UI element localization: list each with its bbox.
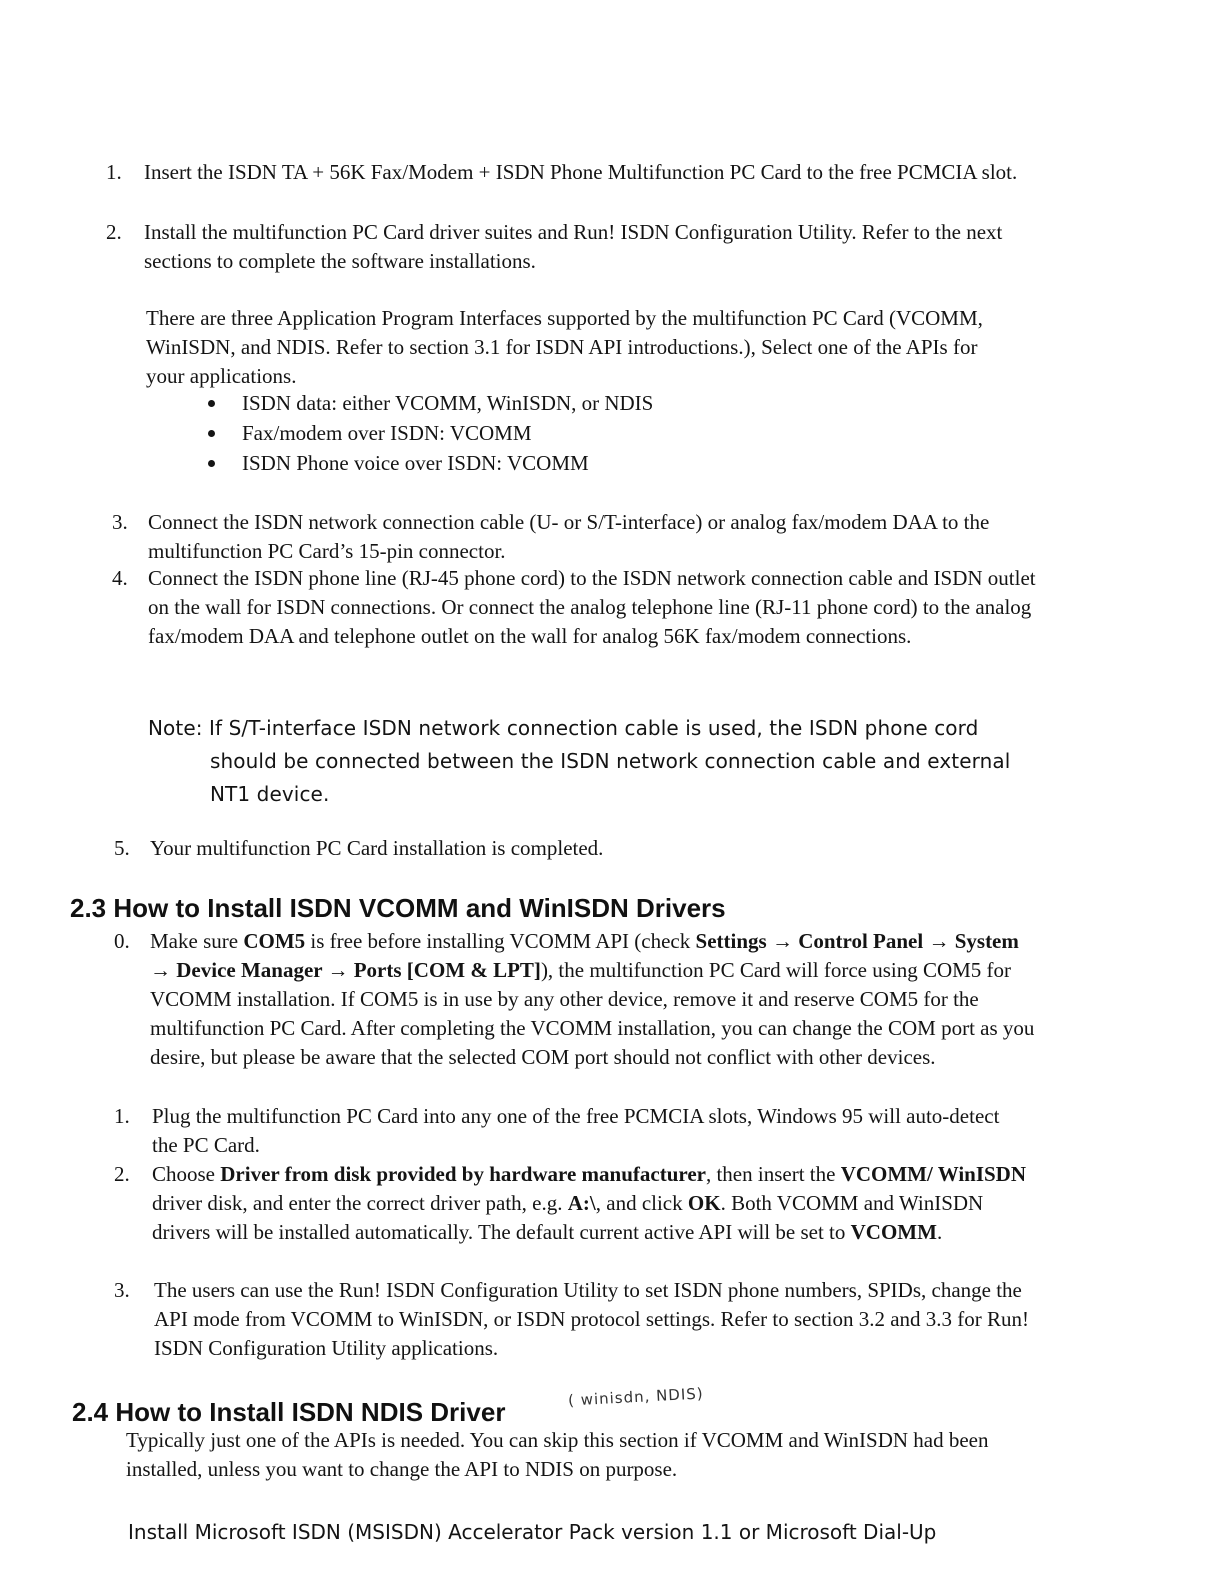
section-heading-2-3: 2.3 How to Install ISDN VCOMM and WinISDN Drivers bbox=[70, 893, 726, 923]
bold-text: VCOMM bbox=[850, 1220, 937, 1244]
step-number: 3. bbox=[114, 1278, 130, 1302]
step-text: Insert the ISDN TA + 56K Fax/Modem + ISDN Phone Multifunction PC Card to the free PCMCIA slot. bbox=[144, 160, 1018, 184]
installation-note bbox=[148, 712, 1148, 811]
bullet-item: Fax/modem over ISDN: VCOMM bbox=[206, 418, 906, 448]
bullet-item: ISDN data: either VCOMM, WinISDN, or NDIS bbox=[206, 388, 906, 418]
bold-text: Settings → Control Panel → System → Device Manager → Ports [COM & LPT] bbox=[150, 929, 1019, 982]
text-run: driver disk, and enter the correct driver path, e.g. bbox=[152, 1191, 568, 1215]
bold-text: OK bbox=[687, 1191, 721, 1215]
step-text bbox=[150, 927, 1042, 1072]
bullet-item: ISDN Phone voice over ISDN: VCOMM bbox=[206, 448, 906, 478]
note-line: should be connected between the ISDN network connection cable and external bbox=[210, 749, 1011, 773]
step-number: 3. bbox=[112, 510, 128, 534]
note-line: Note: If S/T-interface ISDN network connection cable is used, the ISDN phone cord bbox=[148, 716, 979, 740]
step-number: 4. bbox=[112, 566, 128, 590]
note-line: NT1 device. bbox=[210, 782, 330, 806]
text-run: ), the multifunction PC Card will force using COM5 for VCOMM installation. If COM5 is in use by any other device, remove it and reserve COM5 for the multifunction PC Card. After completing the VCOMM installation, you can change the COM port as you desire, but please be aware that the selected COM port should not conflict with other devices. bbox=[150, 958, 1035, 1069]
step-text bbox=[152, 1160, 1037, 1247]
text-run: Choose bbox=[152, 1162, 221, 1186]
bold-text: Driver from disk provided by hardware manufacturer bbox=[220, 1162, 706, 1186]
text-run: , and click bbox=[595, 1191, 688, 1215]
text-run: . bbox=[936, 1220, 943, 1244]
step-text: Plug the multifunction PC Card into any one of the free PCMCIA slots, Windows 95 will auto-detect the PC Card. bbox=[152, 1104, 1000, 1157]
step-number: 1. bbox=[106, 160, 122, 184]
step-text: Install the multifunction PC Card driver suites and Run! ISDN Configuration Utility. Refer to the next sections to complete the software installations. bbox=[144, 220, 1003, 273]
step-text: Connect the ISDN network connection cable (U- or S/T-interface) or analog fax/modem DAA to the multifunction PC Card’s 15-pin connector. bbox=[148, 510, 990, 563]
section-heading-2-4: 2.4 How to Install ISDN NDIS Driver bbox=[72, 1397, 506, 1427]
step-number: 5. bbox=[114, 836, 130, 860]
text-run: . Both VCOMM and WinISDN drivers will be installed automatically. The default current active API will be set to bbox=[152, 1191, 984, 1244]
bold-text: VCOMM/ WinISDN bbox=[840, 1162, 1027, 1186]
section-2-4-paragraph: Typically just one of the APIs is needed. You can skip this section if VCOMM and WinISDN had been installed, unless you want to change the API to NDIS on purpose. bbox=[126, 1428, 989, 1481]
bold-text: COM5 bbox=[243, 929, 306, 953]
api-paragraph: There are three Application Program Interfaces supported by the multifunction PC Card (VCOMM, WinISDN, and NDIS. Refer to section 3.1 for ISDN API introductions.), Select one of the APIs for your applications. bbox=[146, 306, 983, 388]
install-instruction-line: Install Microsoft ISDN (MSISDN) Accelerator Pack version 1.1 or Microsoft Dial-Up bbox=[128, 1520, 937, 1544]
step-number: 2. bbox=[106, 220, 122, 244]
text-run: Make sure bbox=[150, 929, 244, 953]
text-run: is free before installing VCOMM API (check bbox=[305, 929, 696, 953]
bold-text: A:\ bbox=[567, 1191, 596, 1215]
step-text: Connect the ISDN phone line (RJ-45 phone cord) to the ISDN network connection cable and ISDN outlet on the wall for ISDN connections. Or connect the analog telephone line (RJ-11 phone cord) to the analog fax/modem DAA and telephone outlet on the wall for analog 56K fax/modem connections. bbox=[148, 566, 1036, 648]
step-number: 2. bbox=[114, 1162, 130, 1186]
step-text: Your multifunction PC Card installation is completed. bbox=[150, 836, 604, 860]
api-bullet-list bbox=[206, 388, 906, 478]
step-number: 0. bbox=[114, 929, 130, 953]
step-number: 1. bbox=[114, 1104, 130, 1128]
step-text: The users can use the Run! ISDN Configuration Utility to set ISDN phone numbers, SPIDs, change the API mode from VCOMM to WinISDN, or ISDN protocol settings. Refer to section 3.2 and 3.3 for Run! ISDN Configuration Utility applications. bbox=[154, 1278, 1030, 1360]
handwritten-annotation: ( winisdn, NDIS) bbox=[567, 1384, 705, 1410]
text-run: , then insert the bbox=[705, 1162, 841, 1186]
